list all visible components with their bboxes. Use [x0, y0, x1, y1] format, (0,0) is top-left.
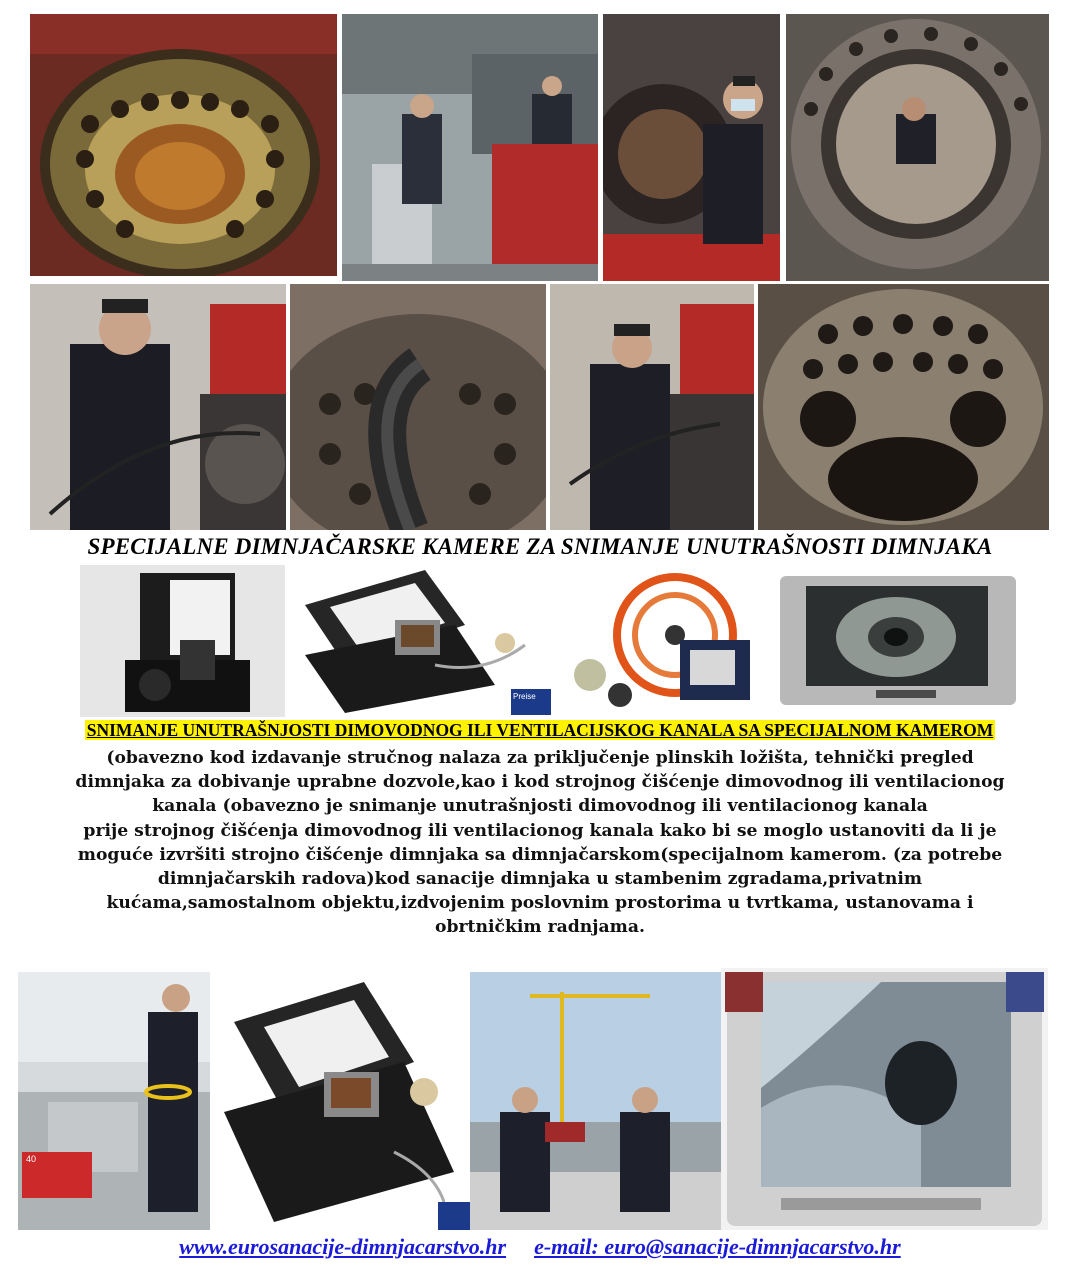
photo-camera-hose-boiler — [290, 284, 546, 530]
photo-camera-case-closeup — [214, 972, 470, 1230]
body-paragraph — [6, 746, 1074, 940]
section-subheading — [0, 720, 1080, 741]
website-link[interactable]: www.eurosanacije-dimnjacarstvo.hr — [179, 1234, 507, 1259]
body-line: kućama,samostalnom objektu,izdvojenim poslovnim prostorima u tvrtkama, ustanovama i — [106, 893, 974, 914]
photo-crt-monitor — [776, 572, 1020, 709]
svg-text:40: 40 — [26, 1154, 37, 1164]
body-line: moguće izvršiti strojno čišćenje dimnjaka sa dimnjačarskom(specijalnom kamerom. (za potrebe — [77, 844, 1003, 865]
section-subheading-text: SNIMANJE UNUTRAŠNJOSTI DIMOVODNOG ILI VENTILACIJSKOG KANALA SA SPECIJALNOM KAMEROM — [86, 720, 994, 740]
email-link[interactable]: e-mail: euro@sanacije-dimnjacarstvo.hr — [534, 1234, 901, 1259]
photo-technician-mask-boiler — [603, 14, 780, 281]
photo-worker-inside-boiler — [786, 14, 1049, 281]
photo-camera-case-open — [80, 565, 285, 717]
photo-boiler-tubes-clean — [758, 284, 1049, 530]
photo-technician-rooftop — [18, 972, 210, 1230]
body-line: kanala (obavezno je snimanje unutrašnjosti dimovodnog ili ventilacionog kanala — [152, 796, 928, 817]
body-line: prije strojnog čišćenja dimovodnog ili ventilacionog kanala kako bi se moglo ustanoviti da li je — [83, 820, 997, 841]
photo-technicians-rooftop-crane — [470, 972, 721, 1230]
body-line: dimnjačarskih radova)kod sanacije dimnjaka u stambenim zgradama,privatnim — [157, 869, 923, 890]
body-line: dimnjaka za dobivanje uprabne dozvole,kao i kod strojnog čišćenje dimovodnog ili ventilacionog — [75, 772, 1005, 793]
photo-monitor-chimney-inside — [721, 968, 1048, 1230]
preise-logo: Preise — [513, 692, 536, 701]
page-heading: SPECIJALNE DIMNJAČARSKE KAMERE ZA SNIMANJE UNUTRAŠNOSTI DIMNJAKA — [87, 534, 993, 559]
photo-technician-boiler-room — [342, 14, 598, 281]
photo-camera-reel-orange — [560, 565, 768, 717]
photo-boiler-tubes-dirty — [30, 14, 337, 276]
body-line: (obavezno kod izdavanje stručnog nalaza za priključenje plinskih ložišta, tehnički pregled — [106, 748, 974, 768]
photo-technician-boiler-inspection — [550, 284, 754, 530]
footer-contacts — [0, 1234, 1080, 1260]
photo-technician-camera-cable — [30, 284, 286, 530]
body-line: obrtničkim radnjama. — [435, 917, 645, 938]
photo-camera-case-monitor — [285, 565, 553, 717]
